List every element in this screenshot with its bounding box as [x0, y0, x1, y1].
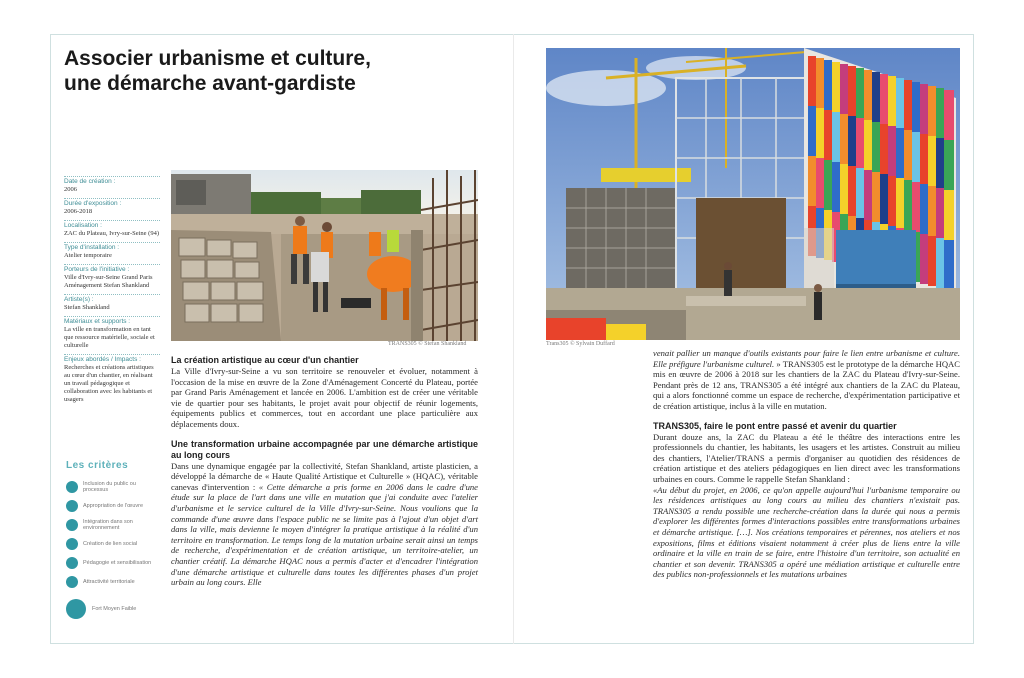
section-heading-1: La création artistique au cœur d'un chantier — [171, 355, 359, 365]
circle-icon — [66, 500, 78, 512]
criteria-item: Inclusion du public ou processus — [66, 477, 162, 496]
paragraph-3: Durant douze ans, la ZAC du Plateau a été le théâtre des interactions entre les professionnels du chantier, les habitants, les usagers et les artistes. Construit au milieu des chantiers, l'Atelier/TRANS a permis d'organiser au quotidien des résidences de création artistique et des ateliers pédagogiques en lien direct avec les transformations urbaines en cours. Comme le rappelle Stefan Shankland : — [653, 431, 960, 484]
meta-type-installation: Type d'installation : Atelier temporaire — [64, 242, 160, 260]
paragraph-2: Dans une dynamique engagée par la collectivité, Stefan Shankland, artiste plasticien, a développé la démarche de « Haute Qualité Artistique et Culturelle » (HQAC), véritable canevas d'intervention : « Cette démarche a pris forme en 2006 dans le cadre d'une étude sur la place de l'art dans une ville en mutation que j'ai conduite avec l'atelier d'urbanisme et le service culturel de la Ville d'Ivry-sur-Seine. Nous voulions que la commande d'une œuvre dans l'espace public ne se limite pas à l'ajout d'un objet d'art dans la ville, mais devienne le moyen d'intégrer la pratique artistique à la réalité d'un territoire en transformation. Le temps long de la mutation urbaine serait ainsi un temps de recherche, d'expérimentation et de création artistique, un territoire-atelier, un chantier créatif. La démarche HQAC nous a permis d'acter et d'encadrer l'intégration d'une démarche artistique et culturelle dans toutes les différentes phases d'un projet urbain au long cours. Elle — [171, 460, 478, 588]
title-line-2: une démarche avant-gardiste — [64, 72, 356, 95]
circle-icon — [66, 538, 78, 550]
circle-icon — [66, 576, 78, 588]
meta-enjeux: Enjeux abordés / Impacts : Recherches et créations artistiques au cœur d'un chantier, en réalisant un travail pédagogique et collaboration avec les habitants et usagers — [64, 354, 160, 404]
section-heading-2: Une transformation urbaine accompagnée par une démarche artistique au long cours — [171, 438, 478, 460]
project-info-sidebar — [64, 176, 160, 408]
criteria-scale: Fort Moyen Faible — [66, 599, 162, 619]
quote-shankland-2: «Au début du projet, en 2006, ce qu'on appelle aujourd'hui l'urbanisme temporaire ou les résidences artistiques au long cours au milieu des chantiers n'existait pas. TRANS305 a rendu possible une recherche-création dans la durée qui nous a permis d'explorer les différentes formes d'interactions possibles entre transformations urbaines et démarche artistique. […]. Nos créations temporaires et pérennes, nos ateliers et nos expositions, films et éditions visaient notamment à créer plus de liens entre la ville ordinaire et la ville en train de se faire, entre l'histoire d'un territoire, son actualité en chantier et son devenir. TRANS305 a opéré une médiation artistique et culturelle entre des publics non-professionnels et les mutations urbaines — [653, 484, 960, 580]
criteria-item: Appropriation de l'œuvre — [66, 496, 162, 515]
right-text-column — [653, 348, 960, 580]
meta-artistes: Artiste(s) : Stefan Shankland — [64, 294, 160, 312]
criteria-panel — [66, 460, 162, 619]
left-photo — [171, 170, 478, 341]
meta-porteurs: Porteurs de l'initiative : Ville d'Ivry-sur-Seine Grand Paris Aménagement Stefan Shankland — [64, 264, 160, 290]
circle-icon — [66, 557, 78, 569]
scale-circle-icon — [66, 599, 86, 619]
criteria-item: Création de lien social — [66, 534, 162, 553]
paragraph-continued: venait pallier un manque d'outils existants pour faire le lien entre urbanisme et culture. Elle préfigure l'urbanisme culturel. » TRANS305 est le prototype de la démarche HQAC mis en œuvre de 2006 à 2018 sur les chantiers de la ZAC du Plateau d'Ivry-sur-Seine. Pendant près de 12 ans, TRANS305 a été intégré aux chantiers de la ZAC du Plateau, qui a alors fonctionné comme un espace de recherche, d'expérimentation participative et de création artistique, inclus à la ville en mutation. — [653, 348, 960, 411]
paragraph-1: La Ville d'Ivry-sur-Seine a vu son territoire se renouveler et évoluer, notamment à l'occasion de la mise en œuvre de la Zone d'Aménagement Concerté du Plateau, portée par Grand Paris Aménagement et lancée en 2006. L'ambition est de créer une véritable vie de quartier pour ses habitants, le projet avait pour objectif de réunir logements, équipements publics et commerces, tout en accordant une place particulière aux déplacements doux. — [171, 366, 478, 429]
criteria-item: Pédagogie et sensibilisation — [66, 553, 162, 572]
right-photo — [546, 48, 960, 340]
meta-date-creation: Date de création : 2006 — [64, 176, 160, 194]
construction-site-image — [171, 170, 478, 341]
meta-materiaux: Matériaux et supports : La ville en transformation en tant que ressource matérielle, sociale et culturelle — [64, 316, 160, 350]
meta-localisation: Localisation : ZAC du Plateau, Ivry-sur-Seine (94) — [64, 222, 159, 237]
page-title — [64, 46, 424, 96]
trans305-building-image — [546, 48, 960, 340]
quote-shankland-1: « Cette démarche a pris forme en 2006 dans le cadre d'une étude sur la place de l'art dans une ville en mutation que j'ai conduite avec l'atelier d'urbanisme et le service culturel de la Ville d'Ivry-sur-Seine. Nous voulions que la commande d'une œuvre dans l'espace public ne se limite pas à l'ajout d'un objet d'art dans la ville, mais devienne le moyen d'intégrer la pratique artistique à la réalité d'un territoire en transformation. Le temps long de la mutation urbaine serait ainsi un temps de recherche, d'expérimentation et de création artistique, un territoire-atelier, un chantier créatif. La démarche HQAC nous a permis d'acter et d'encadrer l'intégration d'une démarche artistique et culturelle dans toutes les différentes phases d'un projet urbain au long cours. Elle — [171, 481, 478, 588]
title-line-1: Associer urbanisme et culture, — [64, 47, 371, 70]
criteria-title: Les critères — [66, 460, 129, 471]
right-photo-caption: Trans305 © Sylvain Duffard — [546, 341, 615, 347]
criteria-item: Intégration dans son environnement — [66, 515, 162, 534]
criteria-item: Attractivité territoriale — [66, 572, 162, 591]
section-heading-3: TRANS305, faire le pont entre passé et avenir du quartier — [653, 420, 897, 431]
circle-icon — [66, 519, 78, 531]
page-gutter — [513, 34, 514, 644]
circle-icon — [66, 481, 78, 493]
left-photo-caption: TRANS305 © Stefan Shankland — [388, 341, 467, 347]
left-text-column — [171, 355, 478, 588]
meta-duree-exposition: Durée d'exposition : 2006-2018 — [64, 198, 160, 216]
